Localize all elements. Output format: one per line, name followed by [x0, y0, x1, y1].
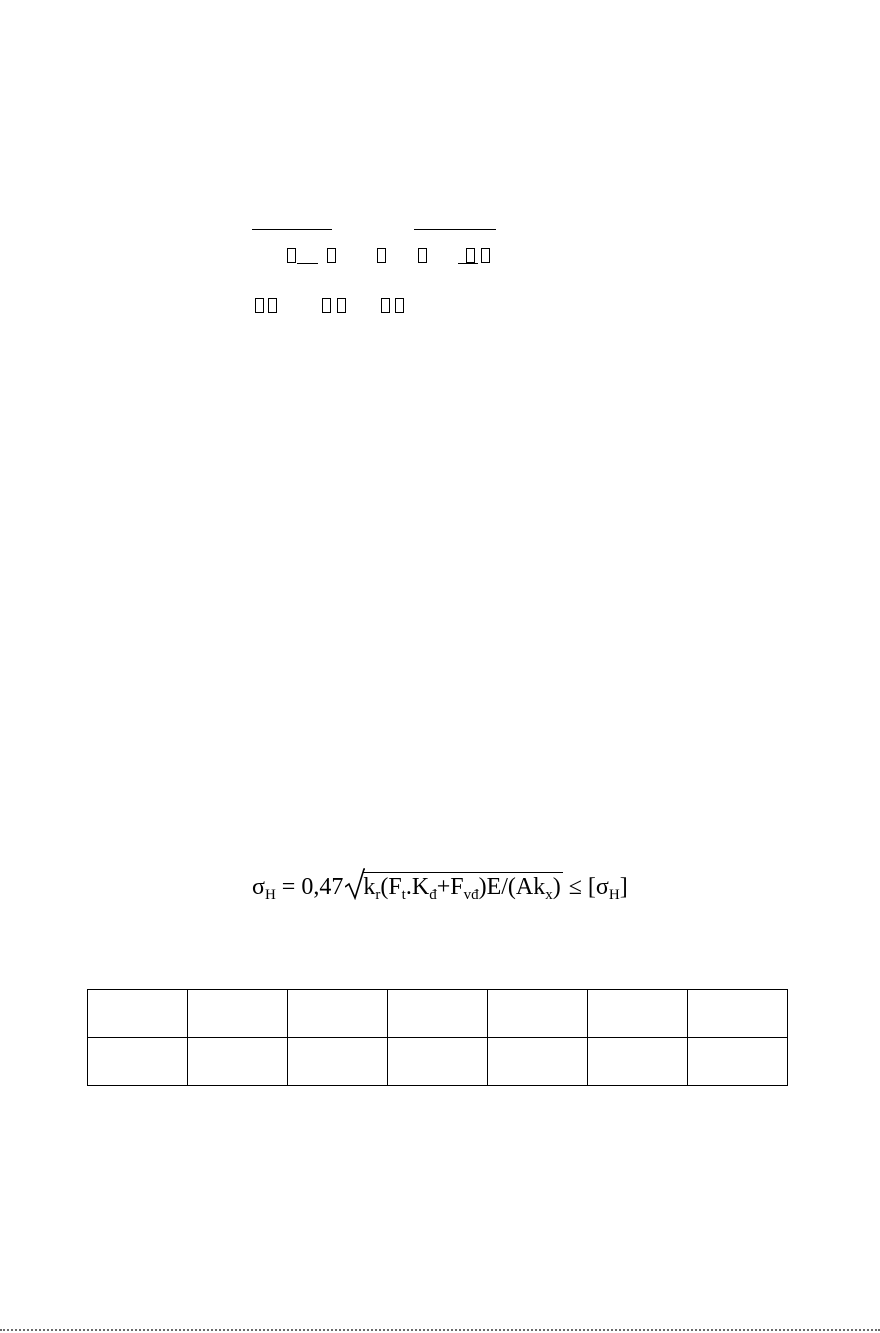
- table-cell: [188, 1038, 288, 1086]
- overline-2: [414, 229, 496, 230]
- underline: [458, 263, 478, 264]
- table-cell: [388, 1038, 488, 1086]
- formula-lhs: $\sigma_H$: [252, 874, 276, 903]
- missing-glyph-box: [481, 248, 490, 263]
- table-cell: [588, 990, 688, 1038]
- formula-coefficient: 0,47: [301, 874, 344, 900]
- data-table: [87, 989, 788, 1086]
- missing-glyph-box: [327, 248, 336, 263]
- missing-glyph-box: [395, 298, 404, 313]
- missing-glyph-box: [337, 298, 346, 313]
- table-cell: [288, 990, 388, 1038]
- table-cell: [688, 990, 788, 1038]
- table-row: [88, 1038, 788, 1086]
- table-cell: [388, 990, 488, 1038]
- formula-equals: =: [275, 874, 302, 900]
- radical-sign-icon: [345, 868, 365, 900]
- radicand: $k_r(F_t.K_đ+F_{vđ})E/(Ak_x)$: [363, 874, 561, 903]
- table-cell: [288, 1038, 388, 1086]
- missing-glyph-box: [255, 298, 264, 313]
- missing-glyph-box: [377, 248, 386, 263]
- missing-glyph-box: [466, 248, 475, 263]
- missing-glyph-box: [268, 298, 277, 313]
- missing-glyph-box: [322, 298, 331, 313]
- table-cell: [88, 990, 188, 1038]
- contact-stress-formula: [252, 872, 628, 903]
- missing-glyph-box: [418, 248, 427, 263]
- underline: [297, 263, 318, 264]
- table-cell: [588, 1038, 688, 1086]
- table-cell: [688, 1038, 788, 1086]
- table-cell: [488, 1038, 588, 1086]
- square-root: [345, 872, 562, 903]
- table-row: [88, 990, 788, 1038]
- table-cell: [88, 1038, 188, 1086]
- table-cell: [188, 990, 288, 1038]
- missing-glyph-box: [287, 248, 296, 263]
- page-bottom-edge: [0, 1329, 880, 1331]
- overline-1: [252, 229, 332, 230]
- table-cell: [488, 990, 588, 1038]
- formula-rhs: ≤ $[\sigma_H]$: [562, 874, 628, 903]
- missing-glyph-box: [381, 298, 390, 313]
